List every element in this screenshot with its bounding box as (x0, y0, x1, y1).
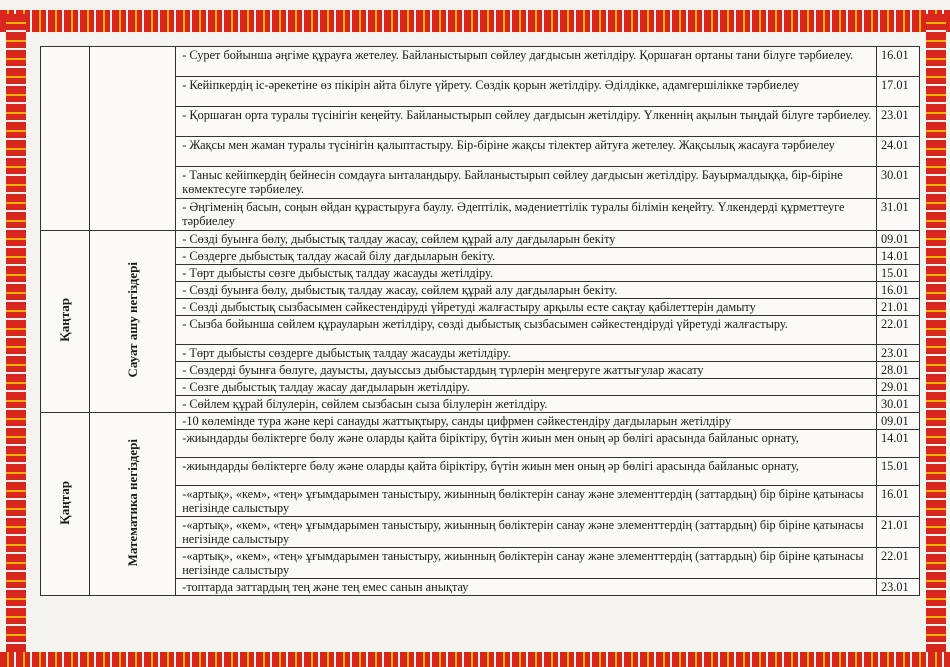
table-row (41, 413, 920, 430)
activity-date: 29.01 (876, 379, 919, 396)
activity-description: - Сөздерді буынға бөлуге, дауысты, дауыссыз дыбыстардың түрлерін меңгеруге жаттығулар жасату (176, 362, 877, 379)
activity-date: 14.01 (876, 248, 919, 265)
activity-description: - Таныс кейіпкердің бейнесін сомдауға ынталандыру. Байланыстырып сөйлеу дағдысын жетілдіру. Бауырмалдыққа, бір-біріне көмектесуге тәрбиелеу. (176, 167, 877, 199)
decorative-border-bottom (0, 652, 950, 667)
activity-description: -«артық», «кем», «тең» ұғымдарымен таныстыру, жиынның бөліктерін санау және элементтердің (заттардың) бір біріне қатынасы негізінде салыстыру (176, 517, 877, 548)
activity-date: 17.01 (876, 77, 919, 107)
activity-description: -жиындарды бөліктерге бөлу және оларды қайта біріктіру, бүтін жиын мен оның әр бөлігі арасында байланыс орнату, (176, 458, 877, 486)
activity-description: - Сөзді дыбыстық сызбасымен сәйкестендіруді үйретуді жалғастыру арқылы есте сақтау қабілеттерін дамыту (176, 299, 877, 316)
subject-cell (90, 231, 176, 413)
month-cell (41, 231, 90, 413)
activity-description: - Сызба бойынша сөйлем құрауларын жетілдіру, сөзді дыбыстық сызбасымен сәйкестендіруді үйретуді жалғастыру. (176, 316, 877, 345)
subject-cell (90, 413, 176, 596)
activity-date: 23.01 (876, 345, 919, 362)
month-cell (41, 413, 90, 596)
activity-date: 23.01 (876, 579, 919, 596)
activity-date: 24.01 (876, 137, 919, 167)
activity-date: 15.01 (876, 265, 919, 282)
decorative-border-left (6, 14, 26, 654)
activity-description: -10 көлемінде тура және кері санауды жаттықтыру, санды цифрмен сәйкестендіру дағдыларын жетілдіру (176, 413, 877, 430)
activity-description: -«артық», «кем», «тең» ұғымдарымен таныстыру, жиынның бөліктерін санау және элементтердің (заттардың) бір біріне қатынасы негізінде салыстыру (176, 548, 877, 579)
activity-description: - Төрт дыбысты сөздерге дыбыстық талдау жасауды жетілдіру. (176, 345, 877, 362)
month-label: Қаңтар (57, 480, 73, 525)
table-row (41, 47, 920, 77)
activity-description: - Жақсы мен жаман туралы түсінігін қалыптастыру. Бір-біріне жақсы тілектер айтуға жетелеу. Жақсылық жасауға тәрбиелеу (176, 137, 877, 167)
decorative-border-top (0, 10, 950, 32)
activity-description: -топтарда заттардың тең және тең емес санын анықтау (176, 579, 877, 596)
activity-date: 22.01 (876, 548, 919, 579)
activity-description: - Төрт дыбысты сөзге дыбыстық талдау жасауды жетілдіру. (176, 265, 877, 282)
month-label: Қаңтар (57, 298, 73, 342)
activity-date: 22.01 (876, 316, 919, 345)
activity-description: - Сөйлем құрай білулерін, сөйлем сызбасын сыза білулерін жетілдіру. (176, 396, 877, 413)
activity-description: -жиындарды бөліктерге бөлу және оларды қайта біріктіру, бүтін жиын мен оның әр бөлігі арасында байланыс орнату, (176, 430, 877, 458)
decorative-border-right (926, 14, 946, 654)
activity-description: - Сөзге дыбыстық талдау жасау дағдыларын жетілдіру. (176, 379, 877, 396)
activity-date: 30.01 (876, 167, 919, 199)
activity-date: 28.01 (876, 362, 919, 379)
subject-label: Математика негіздері (124, 438, 140, 567)
activity-description: - Сөзді буынға бөлу, дыбыстық талдау жасау, сөйлем құрай алу дағдыларын бекіту (176, 231, 877, 248)
activity-date: 23.01 (876, 107, 919, 137)
activity-date: 14.01 (876, 430, 919, 458)
activity-description: - Қоршаған орта туралы түсінігін кеңейту. Байланыстырып сөйлеу дағдысын жетілдіру. Үлкеннің ақылын тыңдай білуге тәрбиелеу. (176, 107, 877, 137)
activity-date: 21.01 (876, 517, 919, 548)
activity-description: - Әңгіменің басын, соңын өйдан құрастыруға баулу. Әдептілік, мәдениеттілік туралы білімін кеңейту. Үлкендерді құрметтеуге тәрбиелеу (176, 199, 877, 231)
activity-date: 21.01 (876, 299, 919, 316)
activity-date: 31.01 (876, 199, 919, 231)
activity-description: - Кейіпкердің іс-әрекетіне өз пікірін айта білуге үйрету. Сөздік қорын жетілдіру. Әділдікке, адамгершілікке тәрбиелеу (176, 77, 877, 107)
activity-date: 09.01 (876, 231, 919, 248)
month-cell (41, 47, 90, 231)
activity-description: - Сурет бойынша әңгіме құрауға жетелеу. Байланыстырып сөйлеу дағдысын жетілдіру. Қоршаған ортаны тани білуге тәрбиелеу. (176, 47, 877, 77)
activity-date: 16.01 (876, 47, 919, 77)
activity-description: -«артық», «кем», «тең» ұғымдарымен таныстыру, жиынның бөліктерін санау және элементтердің (заттардың) бір біріне қатынасы негізінде салыстыру (176, 486, 877, 517)
curriculum-plan-table (40, 46, 920, 596)
activity-date: 09.01 (876, 413, 919, 430)
activity-date: 15.01 (876, 458, 919, 486)
subject-cell (90, 47, 176, 231)
subject-label: Сауат ашу негіздері (124, 262, 140, 378)
activity-date: 30.01 (876, 396, 919, 413)
activity-date: 16.01 (876, 486, 919, 517)
activity-date: 16.01 (876, 282, 919, 299)
table-row (41, 231, 920, 248)
activity-description: - Сөзді буынға бөлу, дыбыстық талдау жасау, сөйлем құрай алу дағдыларын бекіту. (176, 282, 877, 299)
activity-description: - Сөздерге дыбыстық талдау жасай білу дағдыларын бекіту. (176, 248, 877, 265)
